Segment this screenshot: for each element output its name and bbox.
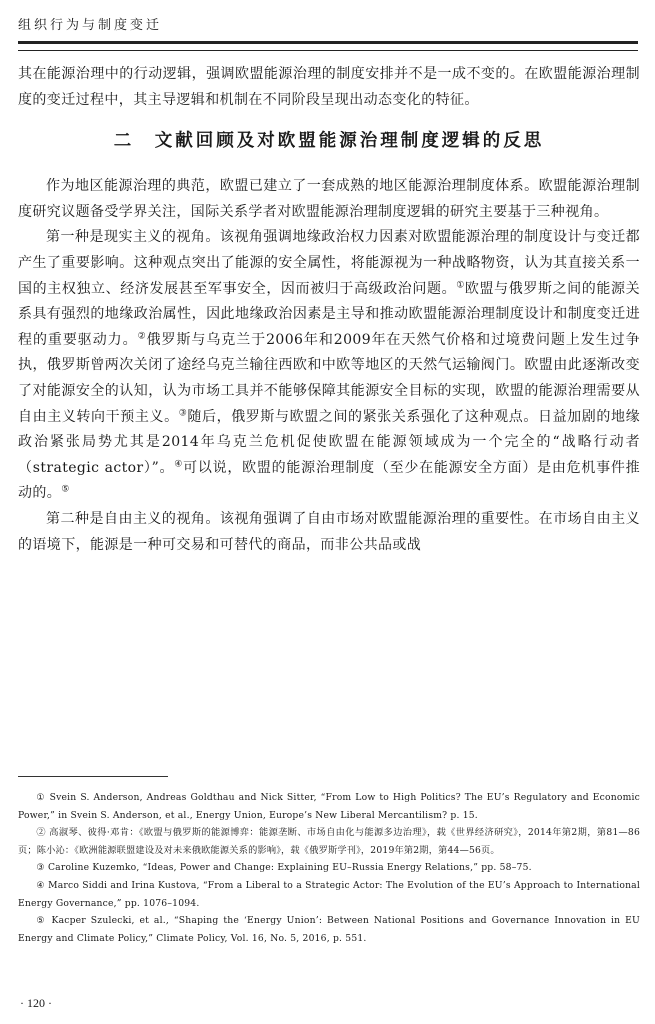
paragraph-realism [18, 225, 640, 507]
footnotes [18, 776, 640, 947]
realism-sentence-4: 随后，俄罗斯与欧盟之间的紧张关系强化了这种观点。日益加剧的地缘政治紧张局势尤其是2014年乌克兰危机促使欧盟在能源领域成为一个完全的“战略行动者（strategic actor）”。 [18, 408, 641, 476]
realism-sentence-5: 可以说，欧盟的能源治理制度（至少在能源安全方面）是由危机事件推动的。 [18, 459, 640, 502]
paragraph-intro-continuation: 其在能源治理中的行动逻辑，强调欧盟能源治理的制度安排并不是一成不变的。在欧盟能源治理制度的变迁过程中，其主导逻辑和机制在不同阶段呈现出动态变化的特征。 [18, 66, 640, 108]
running-title: 组织行为与制度变迁 [18, 18, 163, 33]
realism-sentence-2: 欧盟与俄罗斯之间的能源关系具有强烈的地缘政治属性，因此地缘政治因素是主导和推动欧盟能源治理制度设计和制度变迁进程的重要驱动力。 [18, 280, 641, 348]
footnote-2: ② 高淑琴、彼得·邓肯：《欧盟与俄罗斯的能源博弈：能源垄断、市场自由化与能源多边治理》，载《世界经济研究》，2014年第2期，第81—86页；陈小沁：《欧洲能源联盟建设及对未来俄欧能源关系的影响》，载《俄罗斯学刊》，2019年第2期，第44—56页。 [18, 827, 640, 856]
footnote-1: ① Svein S. Anderson, Andreas Goldthau and Nick Sitter, “From Low to High Politics? The EU’s Regulatory and Economic Power,” in Svein S. Anderson, et al., Energy Union, Europe’s New Liberal Mercantilism? p. 15. [18, 792, 640, 821]
footnote-4: ④ Marco Siddi and Irina Kustova, “From a Liberal to a Strategic Actor: The Evolution of the EU’s Approach to International Energy Governance,” pp. 1076–1094. [18, 879, 640, 909]
footnote-ref-4[interactable]: ④ [174, 459, 184, 470]
footnote-ref-1[interactable]: ① [456, 279, 465, 290]
paragraph-liberalism: 第二种是自由主义的视角。该视角强调了自由市场对欧盟能源治理的重要性。在市场自由主义的语境下，能源是一种可交易和可替代的商品，而非公共品或战 [18, 510, 640, 553]
footnote-3: ③ Caroline Kuzemko, “Ideas, Power and Change: Explaining EU–Russia Energy Relations,” pp. 58–75. [36, 862, 532, 874]
paragraph-overview: 作为地区能源治理的典范，欧盟已建立了一套成熟的地区能源治理制度体系。欧盟能源治理制度研究议题备受学界关注，国际关系学者对欧盟能源治理制度逻辑的研究主要基于三种视角。 [18, 178, 640, 220]
footnote-rule [18, 776, 168, 777]
section-heading: 二 文献回顾及对欧盟能源治理制度逻辑的反思 [113, 131, 545, 152]
footnote-5: ⑤ Kacper Szulecki, et al., “Shaping the ‘Energy Union’: Between National Positions and Governance Innovation in EU Energy and Climate Policy,” Climate Policy, Vol. 16, No. 5, 2016, p. 551. [18, 915, 640, 944]
footnote-ref-3[interactable]: ③ [178, 407, 188, 418]
header-rule [18, 41, 638, 51]
running-header [18, 14, 638, 51]
body-text [18, 62, 640, 558]
page-number: · 120 · [20, 996, 52, 1010]
realism-sentence-3: 俄罗斯与乌克兰于2006年和2009年在天然气价格和过境费问题上发生过争执，俄罗斯曾两次关闭了途经乌克兰输往西欧和中欧等地区的天然气运输阀门。欧盟由此逐渐改变了对能源安全的认知，认为市场工具并不能够保障其能源安全目标的实现，欧盟的能源治理需要从自由主义转向干预主义。 [18, 331, 641, 425]
footnote-ref-5[interactable]: ⑤ [61, 484, 70, 495]
footnote-ref-2[interactable]: ② [137, 331, 147, 342]
realism-sentence-1: 第一种是现实主义的视角。该视角强调地缘政治权力因素对欧盟能源治理的制度设计与变迁都产生了重要影响。这种观点突出了能源的安全属性，将能源视为一种战略物资，认为其直接关系一国的主权独立、经济发展甚至军事安全，因而被归于高级政治问题。 [18, 229, 640, 297]
